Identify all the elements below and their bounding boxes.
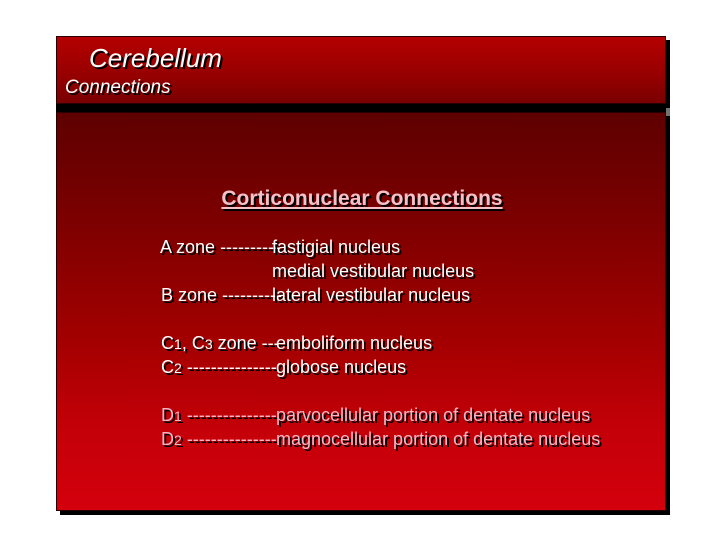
- nucleus-label: globose nucleus: [276, 357, 407, 377]
- zone-label: D1 ---------------: [161, 405, 277, 425]
- zone-label: D2 ---------------: [161, 429, 277, 449]
- zone-label: C1, C3 zone ---: [161, 333, 285, 353]
- zone-label: B zone ----------: [161, 285, 287, 305]
- slide-subtitle: Connections: [65, 77, 171, 98]
- nucleus-label: parvocellular portion of dentate nucleus: [276, 405, 591, 425]
- section-heading: Corticonuclear Connections: [221, 187, 503, 210]
- slide: [56, 36, 666, 511]
- nucleus-label: magnocellular portion of dentate nucleus: [276, 429, 601, 449]
- nucleus-label: medial vestibular nucleus: [272, 261, 475, 281]
- nucleus-label: lateral vestibular nucleus: [272, 285, 471, 305]
- nucleus-label: fastigial nucleus: [272, 237, 401, 257]
- content-panel: [56, 112, 666, 511]
- nucleus-label: emboliform nucleus: [276, 333, 433, 353]
- slide-title: Cerebellum: [89, 43, 222, 73]
- zone-label: A zone ----------: [160, 237, 286, 257]
- title-panel: [56, 36, 666, 104]
- zone-label: C2 ---------------: [161, 357, 277, 377]
